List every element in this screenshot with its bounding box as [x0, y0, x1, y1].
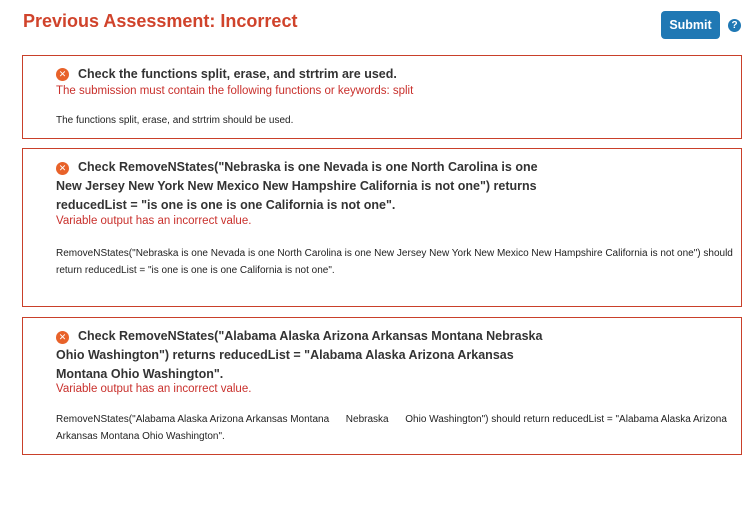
submit-button[interactable]: Submit	[661, 11, 720, 39]
page-title: Previous Assessment: Incorrect	[23, 11, 298, 31]
check-error-message: The submission must contain the following functions or keywords: split	[56, 85, 414, 97]
check-error-message: Variable output has an incorrect value.	[56, 215, 252, 227]
error-x-icon: ✕	[56, 331, 69, 344]
check-detail: RemoveNStates("Alabama Alaska Arizona Arkansas Montana Nebraska Ohio Washington") should return reducedList = "Alabama Alaska Arizona Arkansas Montana Ohio Washington".	[56, 414, 730, 442]
help-icon[interactable]: ?	[728, 19, 741, 32]
check-title: Check RemoveNStates("Alabama Alaska Arizona Arkansas Montana Nebraska Ohio Washington") returns reducedList = "Alabama Alaska Arizona Arkansas Montana Ohio Washington".	[56, 329, 543, 381]
check-detail: The functions split, erase, and strtrim should be used.	[56, 115, 294, 126]
error-x-icon: ✕	[56, 162, 69, 175]
check-detail: RemoveNStates("Nebraska is one Nevada is one North Carolina is one New Jersey New York New Mexico New Hampshire California is not one") should return reducedList = "is one is one is one California is not one".	[56, 248, 733, 276]
check-title: Check RemoveNStates("Nebraska is one Nevada is one North Carolina is one New Jersey New York New Mexico New Hampshire California is not one") returns reducedList = "is one is one is one California is not one".	[56, 160, 538, 212]
error-x-icon: ✕	[56, 68, 69, 81]
assessment-check-3	[22, 317, 742, 455]
check-title: Check the functions split, erase, and strtrim are used.	[78, 67, 397, 81]
check-error-message: Variable output has an incorrect value.	[56, 383, 252, 395]
assessment-check-2	[22, 148, 742, 307]
assessment-check-1	[22, 55, 742, 139]
